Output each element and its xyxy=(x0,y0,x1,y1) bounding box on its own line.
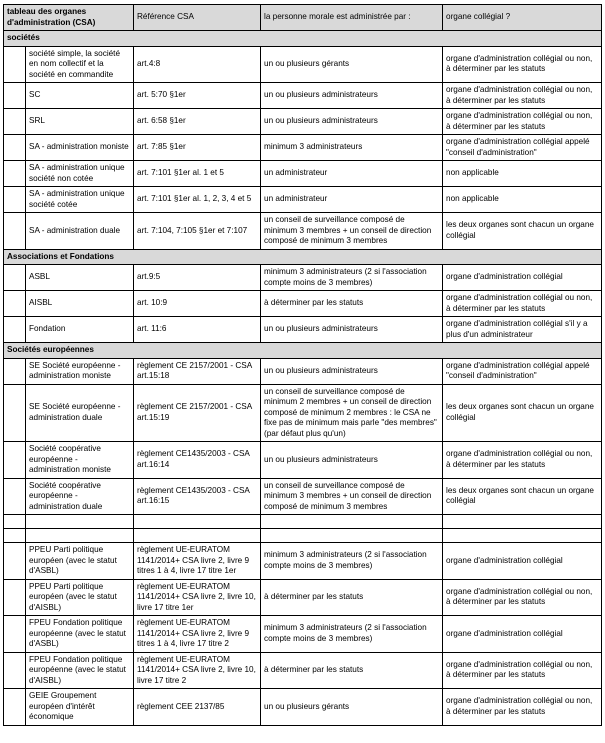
table-header-row xyxy=(4,5,602,31)
row-label: SRL xyxy=(26,109,134,135)
header-title: tableau des organes d'administration (CSA) xyxy=(4,5,134,31)
row-collegial: organe d'administration collégial ou non, à déterminer par les statuts xyxy=(443,46,602,83)
row-spacer xyxy=(4,358,26,384)
row-reference: art. 6:58 §1er xyxy=(134,109,261,135)
row-spacer xyxy=(4,317,26,343)
spacer-cell xyxy=(134,529,261,543)
row-label: GEIE Groupement européen d'intérêt économique xyxy=(26,689,134,726)
spacer-cell xyxy=(134,515,261,529)
row-administered-by: un conseil de surveillance composé de minimum 2 membres + un conseil de direction composé de minimum 2 membres : le CSA ne fixe pas de minimum mais parle "des membres" (par défaut plus qu'un) xyxy=(261,384,443,442)
row-administered-by: un conseil de surveillance composé de minimum 3 membres + un conseil de direction composé de minimum 3 membres xyxy=(261,213,443,250)
row-spacer xyxy=(4,478,26,515)
row-reference: art. 5:70 §1er xyxy=(134,83,261,109)
row-collegial: organe d'administration collégial xyxy=(443,265,602,291)
row-administered-by: à déterminer par les statuts xyxy=(261,652,443,689)
row-reference: règlement UE-EURATOM 1141/2014+ CSA livre 2, livre 10, livre 17 titre 1er xyxy=(134,579,261,616)
spacer-cell xyxy=(261,515,443,529)
row-administered-by: un ou plusieurs gérants xyxy=(261,46,443,83)
row-label: SA - administration moniste xyxy=(26,135,134,161)
row-spacer xyxy=(4,652,26,689)
row-reference: art. 7:101 §1er al. 1, 2, 3, 4 et 5 xyxy=(134,187,261,213)
row-reference: règlement CE 2157/2001 - CSA art.15:19 xyxy=(134,384,261,442)
row-administered-by: à déterminer par les statuts xyxy=(261,291,443,317)
row-label: SA - administration unique société cotée xyxy=(26,187,134,213)
row-administered-by: un conseil de surveillance composé de minimum 3 membres + un conseil de direction composé de minimum 3 membres xyxy=(261,478,443,515)
table-row xyxy=(4,265,602,291)
row-spacer xyxy=(4,689,26,726)
section-label-europe: Sociétés européennes xyxy=(4,343,602,359)
table-row xyxy=(4,161,602,187)
row-label: SE Société européenne - administration moniste xyxy=(26,358,134,384)
table-row xyxy=(4,317,602,343)
spacer-cell xyxy=(4,515,26,529)
row-collegial: organe d'administration collégial ou non, à déterminer par les statuts xyxy=(443,83,602,109)
spacer-cell xyxy=(4,529,26,543)
row-label: société simple, la société en nom collectif et la société en commandite xyxy=(26,46,134,83)
spacer-cell xyxy=(443,515,602,529)
row-label: SC xyxy=(26,83,134,109)
section-label-associations: Associations et Fondations xyxy=(4,249,602,265)
row-spacer xyxy=(4,384,26,442)
table-row xyxy=(4,442,602,479)
row-collegial: organe d'administration collégial appelé "conseil d'administration" xyxy=(443,358,602,384)
row-label: Société coopérative européenne - administration duale xyxy=(26,478,134,515)
row-spacer xyxy=(4,161,26,187)
row-spacer xyxy=(4,442,26,479)
row-collegial: organe d'administration collégial ou non, à déterminer par les statuts xyxy=(443,579,602,616)
row-administered-by: minimum 3 administrateurs xyxy=(261,135,443,161)
row-collegial: organe d'administration collégial ou non, à déterminer par les statuts xyxy=(443,652,602,689)
spacer-cell xyxy=(261,529,443,543)
row-administered-by: un administrateur xyxy=(261,187,443,213)
header-col-collegial: organe collégial ? xyxy=(443,5,602,31)
row-label: ASBL xyxy=(26,265,134,291)
table-row xyxy=(4,213,602,250)
table-row xyxy=(4,109,602,135)
row-administered-by: un ou plusieurs administrateurs xyxy=(261,442,443,479)
row-administered-by: minimum 3 administrateurs (2 si l'association compte moins de 3 membres) xyxy=(261,543,443,580)
table-row xyxy=(4,83,602,109)
row-collegial: organe d'administration collégial s'il y a plus d'un administrateur xyxy=(443,317,602,343)
row-spacer xyxy=(4,543,26,580)
table-row xyxy=(4,384,602,442)
row-administered-by: un ou plusieurs gérants xyxy=(261,689,443,726)
table-row xyxy=(4,579,602,616)
row-reference: art. 10:9 xyxy=(134,291,261,317)
spacer-row xyxy=(4,529,602,543)
row-collegial: organe d'administration collégial xyxy=(443,616,602,653)
row-label: PPEU Parti politique européen (avec le statut d'ASBL) xyxy=(26,543,134,580)
row-administered-by: un ou plusieurs administrateurs xyxy=(261,317,443,343)
spacer-cell xyxy=(26,529,134,543)
row-spacer xyxy=(4,109,26,135)
row-label: PPEU Parti politique européen (avec le statut d'AISBL) xyxy=(26,579,134,616)
table-row xyxy=(4,358,602,384)
row-reference: art. 7:101 §1er al. 1 et 5 xyxy=(134,161,261,187)
table-row xyxy=(4,46,602,83)
row-collegial: non applicable xyxy=(443,187,602,213)
table-row xyxy=(4,652,602,689)
section-row-associations xyxy=(4,249,602,265)
row-reference: règlement CE1435/2003 - CSA art.16:14 xyxy=(134,442,261,479)
section-row-societes xyxy=(4,31,602,47)
row-reference: art.4:8 xyxy=(134,46,261,83)
table-row xyxy=(4,187,602,213)
row-label: SE Société européenne - administration duale xyxy=(26,384,134,442)
row-administered-by: minimum 3 administrateurs (2 si l'association compte moins de 3 membres) xyxy=(261,265,443,291)
row-spacer xyxy=(4,291,26,317)
row-spacer xyxy=(4,135,26,161)
row-spacer xyxy=(4,265,26,291)
row-reference: règlement UE-EURATOM 1141/2014+ CSA livre 2, livre 10, livre 17 titre 2 xyxy=(134,652,261,689)
row-collegial: organe d'administration collégial ou non, à déterminer par les statuts xyxy=(443,442,602,479)
administration-bodies-table xyxy=(3,4,602,726)
row-collegial: organe d'administration collégial appelé "conseil d'administration" xyxy=(443,135,602,161)
row-label: SA - administration duale xyxy=(26,213,134,250)
row-label: AISBL xyxy=(26,291,134,317)
row-reference: règlement CE1435/2003 - CSA art.16:15 xyxy=(134,478,261,515)
row-spacer xyxy=(4,83,26,109)
row-label: SA - administration unique société non cotée xyxy=(26,161,134,187)
row-reference: art. 7:85 §1er xyxy=(134,135,261,161)
row-spacer xyxy=(4,579,26,616)
row-reference: règlement CE 2157/2001 - CSA art.15:18 xyxy=(134,358,261,384)
row-administered-by: un ou plusieurs administrateurs xyxy=(261,83,443,109)
row-administered-by: à déterminer par les statuts xyxy=(261,579,443,616)
spacer-row xyxy=(4,515,602,529)
header-col-administered-by: la personne morale est administrée par : xyxy=(261,5,443,31)
row-collegial: organe d'administration collégial ou non, à déterminer par les statuts xyxy=(443,689,602,726)
spacer-cell xyxy=(443,529,602,543)
row-spacer xyxy=(4,616,26,653)
row-label: FPEU Fondation politique européenne (avec le statut d'AISBL) xyxy=(26,652,134,689)
table-row xyxy=(4,478,602,515)
row-collegial: les deux organes sont chacun un organe collégial xyxy=(443,384,602,442)
table-row xyxy=(4,616,602,653)
section-label-societes: sociétés xyxy=(4,31,602,47)
row-reference: art. 7:104, 7:105 §1er et 7:107 xyxy=(134,213,261,250)
row-reference: règlement UE-EURATOM 1141/2014+ CSA livre 2, livre 9 titres 1 à 4, livre 17 titre 1er xyxy=(134,543,261,580)
row-reference: art. 11:6 xyxy=(134,317,261,343)
row-administered-by: un ou plusieurs administrateurs xyxy=(261,109,443,135)
row-reference: règlement CEE 2137/85 xyxy=(134,689,261,726)
row-administered-by: minimum 3 administrateurs (2 si l'association compte moins de 3 membres) xyxy=(261,616,443,653)
row-collegial: les deux organes sont chacun un organe collégial xyxy=(443,213,602,250)
row-label: Société coopérative européenne - administration moniste xyxy=(26,442,134,479)
spacer-cell xyxy=(26,515,134,529)
row-reference: art.9:5 xyxy=(134,265,261,291)
table-row xyxy=(4,689,602,726)
row-collegial: organe d'administration collégial xyxy=(443,543,602,580)
row-collegial: les deux organes sont chacun un organe collégial xyxy=(443,478,602,515)
row-collegial: organe d'administration collégial ou non, à déterminer par les statuts xyxy=(443,109,602,135)
row-spacer xyxy=(4,46,26,83)
row-label: Fondation xyxy=(26,317,134,343)
row-collegial: organe d'administration collégial ou non, à déterminer par les statuts xyxy=(443,291,602,317)
row-administered-by: un administrateur xyxy=(261,161,443,187)
row-label: FPEU Fondation politique européenne (avec le statut d'ASBL) xyxy=(26,616,134,653)
row-spacer xyxy=(4,213,26,250)
section-row-europe xyxy=(4,343,602,359)
row-spacer xyxy=(4,187,26,213)
row-reference: règlement UE-EURATOM 1141/2014+ CSA livre 2, livre 9 titres 1 à 4, livre 17 titre 2 xyxy=(134,616,261,653)
header-col-reference: Référence CSA xyxy=(134,5,261,31)
row-collegial: non applicable xyxy=(443,161,602,187)
table-row xyxy=(4,291,602,317)
row-administered-by: un ou plusieurs administrateurs xyxy=(261,358,443,384)
table-row xyxy=(4,135,602,161)
table-row xyxy=(4,543,602,580)
